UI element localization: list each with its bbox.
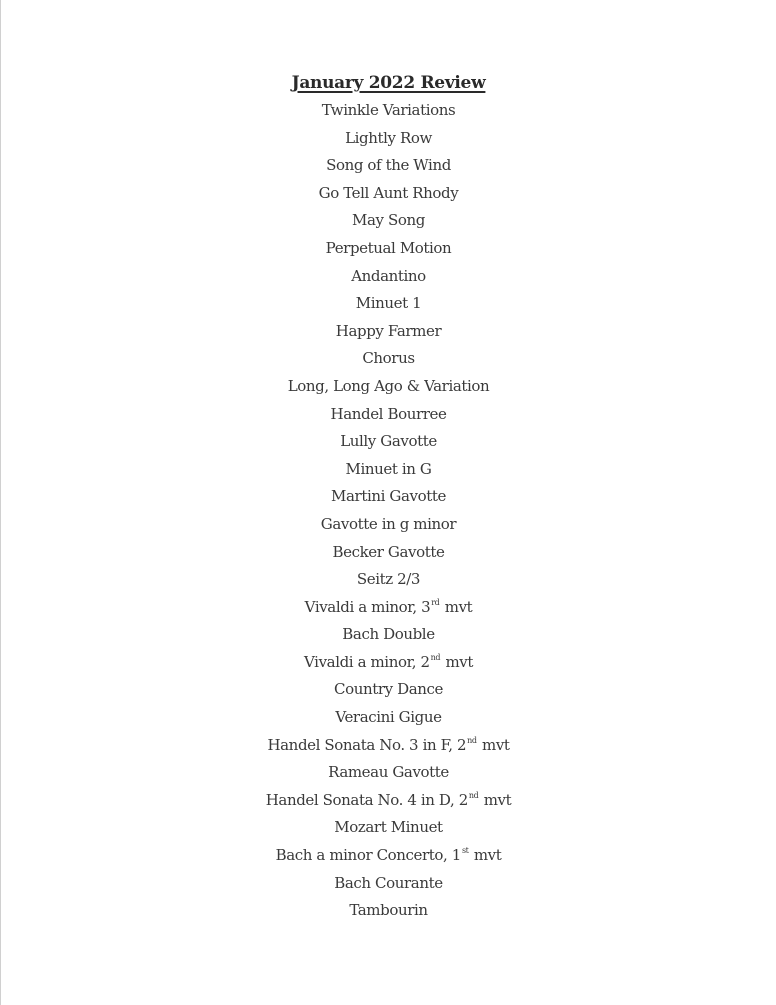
movement-label: mvt xyxy=(477,735,510,754)
list-item xyxy=(1,897,776,925)
piece-title: Handel Sonata No. 3 in F, 2 xyxy=(267,735,467,754)
piece-title: Vivaldi a minor, 2 xyxy=(304,652,430,671)
piece-title: Minuet 1 xyxy=(355,294,422,313)
list-item xyxy=(1,345,776,373)
piece-title: Bach Courante xyxy=(334,873,443,892)
list-item xyxy=(1,594,776,622)
list-item xyxy=(1,318,776,346)
list-item xyxy=(1,483,776,511)
list-item xyxy=(1,125,776,153)
list-item xyxy=(1,263,776,291)
list-item xyxy=(1,539,776,567)
piece-title: Bach Double xyxy=(342,625,435,644)
piece-title: Martini Gavotte xyxy=(331,487,446,506)
ordinal-suffix: nd xyxy=(430,652,441,662)
piece-title: Minuet in G xyxy=(345,459,432,478)
piece-title: Long, Long Ago & Variation xyxy=(287,376,490,395)
list-item xyxy=(1,842,776,870)
piece-title: Tambourin xyxy=(349,901,428,920)
list-item xyxy=(1,235,776,263)
list-item xyxy=(1,814,776,842)
piece-title: Lully Gavotte xyxy=(340,432,437,451)
piece-title: Country Dance xyxy=(334,680,443,699)
piece-title: Becker Gavotte xyxy=(332,542,445,561)
list-item xyxy=(1,207,776,235)
piece-title: Rameau Gavotte xyxy=(328,763,449,782)
piece-title: Perpetual Motion xyxy=(325,238,452,257)
list-item xyxy=(1,649,776,677)
piece-title: May Song xyxy=(352,211,425,230)
piece-title: Veracini Gigue xyxy=(335,708,442,727)
piece-title: Seitz 2/3 xyxy=(356,570,421,589)
list-item xyxy=(1,152,776,180)
list-item xyxy=(1,566,776,594)
list-item xyxy=(1,621,776,649)
list-item xyxy=(1,401,776,429)
piece-title: Twinkle Variations xyxy=(321,101,456,119)
piece-title: Happy Farmer xyxy=(335,321,442,340)
list-item xyxy=(1,787,776,815)
list-item xyxy=(1,373,776,401)
list-item xyxy=(1,676,776,704)
list-item xyxy=(1,511,776,539)
list-item xyxy=(1,704,776,732)
piece-title: Handel Bourree xyxy=(330,404,447,423)
page-title: January 2022 Review xyxy=(291,73,486,93)
piece-title: Chorus xyxy=(362,349,415,368)
ordinal-suffix: st xyxy=(461,846,469,856)
movement-label: mvt xyxy=(440,597,473,616)
list-item xyxy=(1,290,776,318)
movement-label: mvt xyxy=(469,846,502,865)
piece-title: Bach a minor Concerto, 1 xyxy=(275,846,461,865)
ordinal-suffix: nd xyxy=(468,790,479,800)
piece-title: Song of the Wind xyxy=(326,156,451,175)
ordinal-suffix: rd xyxy=(431,597,440,607)
review-list-section xyxy=(1,70,776,925)
list-item xyxy=(1,97,776,125)
movement-label: mvt xyxy=(441,652,473,671)
piece-title: Andantino xyxy=(351,266,426,285)
piece-title: Gavotte in g minor xyxy=(320,514,457,533)
piece-title: Vivaldi a minor, 3 xyxy=(304,597,431,616)
piece-title: Go Tell Aunt Rhody xyxy=(318,183,459,202)
list-item xyxy=(1,180,776,208)
movement-label: mvt xyxy=(479,790,512,809)
list-item xyxy=(1,759,776,787)
piece-title: Mozart Minuet xyxy=(334,818,443,837)
piece-title: Handel Sonata No. 4 in D, 2 xyxy=(265,790,468,809)
list-item xyxy=(1,732,776,760)
list-item xyxy=(1,870,776,898)
piece-list xyxy=(1,97,776,925)
list-item xyxy=(1,428,776,456)
piece-title: Lightly Row xyxy=(345,128,432,147)
list-item xyxy=(1,456,776,484)
ordinal-suffix: nd xyxy=(467,735,477,745)
